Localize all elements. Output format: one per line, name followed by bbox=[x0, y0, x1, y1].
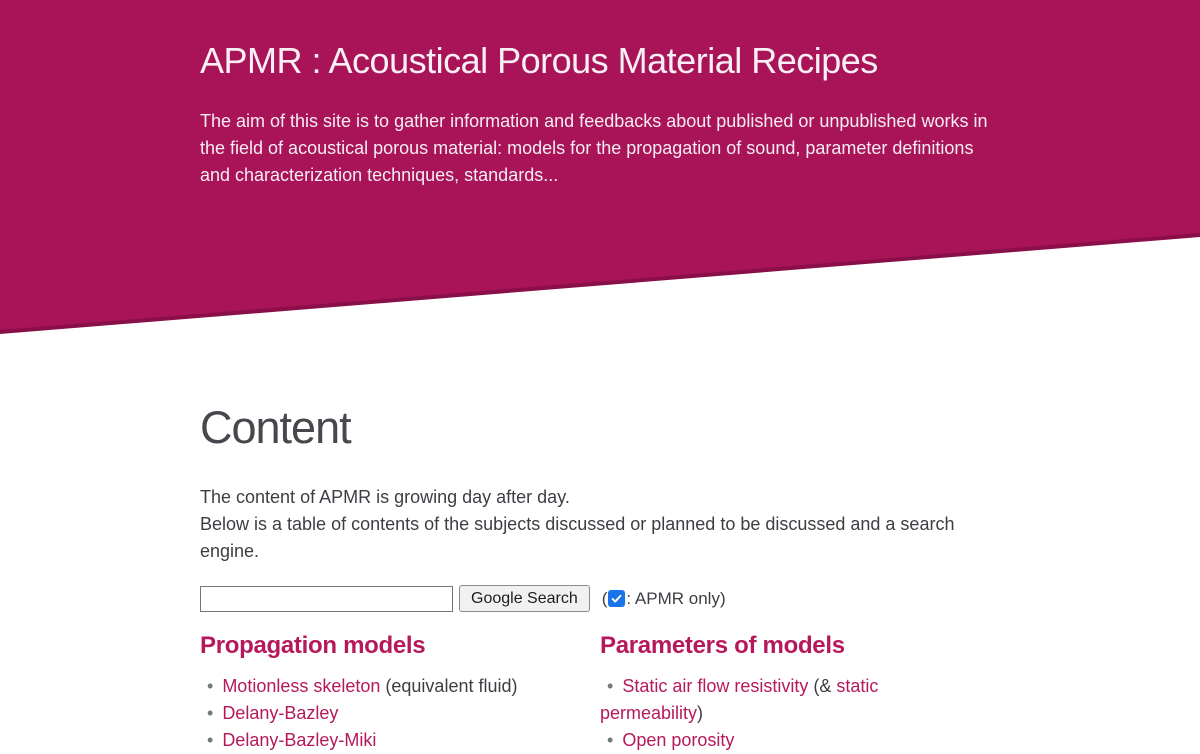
item-suffix: (equivalent fluid) bbox=[380, 676, 518, 696]
apmr-only-checkbox[interactable] bbox=[608, 590, 625, 607]
motionless-skeleton-link[interactable]: Motionless skeleton bbox=[222, 676, 381, 696]
delany-bazley-miki-link[interactable]: Delany-Bazley-Miki bbox=[222, 730, 377, 750]
propagation-models-list bbox=[200, 673, 600, 754]
list-item bbox=[600, 673, 1000, 727]
item-mid-text: (& bbox=[808, 676, 837, 696]
parameters-of-models-list bbox=[600, 673, 1000, 754]
list-item bbox=[200, 700, 600, 727]
delany-bazley-link[interactable]: Delany-Bazley bbox=[222, 703, 339, 723]
parameters-of-models-heading: Parameters of models bbox=[600, 632, 845, 659]
search-input[interactable] bbox=[200, 586, 453, 612]
intro-line-1: The content of APMR is growing day after day. bbox=[200, 487, 570, 507]
propagation-models-column bbox=[200, 632, 600, 754]
item-suffix: ) bbox=[697, 703, 704, 723]
site-title: APMR : Acoustical Porous Material Recipes bbox=[200, 40, 878, 81]
hero-header bbox=[0, 0, 1200, 336]
open-porosity-link[interactable]: Open porosity bbox=[622, 730, 735, 750]
intro-line-2: Below is a table of contents of the subjects discussed or planned to be discussed and a search engine. bbox=[200, 514, 955, 561]
list-item bbox=[200, 727, 600, 754]
label-suffix: : APMR only) bbox=[626, 588, 726, 608]
static-permeability-link[interactable]: static permeability bbox=[600, 676, 879, 723]
label-prefix: ( bbox=[601, 588, 608, 608]
site-description: The aim of this site is to gather information and feedbacks about published or unpublished works in the field of acoustical porous material: models for the propagation of sound, parameter definitions and characterization techniques, standards... bbox=[200, 111, 988, 185]
static-air-flow-resistivity-link[interactable]: Static air flow resistivity bbox=[622, 676, 809, 696]
apmr-only-label bbox=[602, 589, 726, 609]
checkmark-icon bbox=[610, 592, 623, 605]
table-of-contents bbox=[200, 632, 1000, 754]
search-bar bbox=[200, 585, 1000, 612]
google-search-button[interactable]: Google Search bbox=[459, 585, 590, 612]
list-item bbox=[200, 673, 600, 700]
content-section bbox=[200, 402, 1000, 754]
parameters-of-models-column bbox=[600, 632, 1000, 754]
intro-paragraph bbox=[200, 484, 990, 565]
list-item bbox=[600, 727, 1000, 754]
page-title: Content bbox=[200, 402, 351, 453]
propagation-models-heading: Propagation models bbox=[200, 632, 426, 659]
